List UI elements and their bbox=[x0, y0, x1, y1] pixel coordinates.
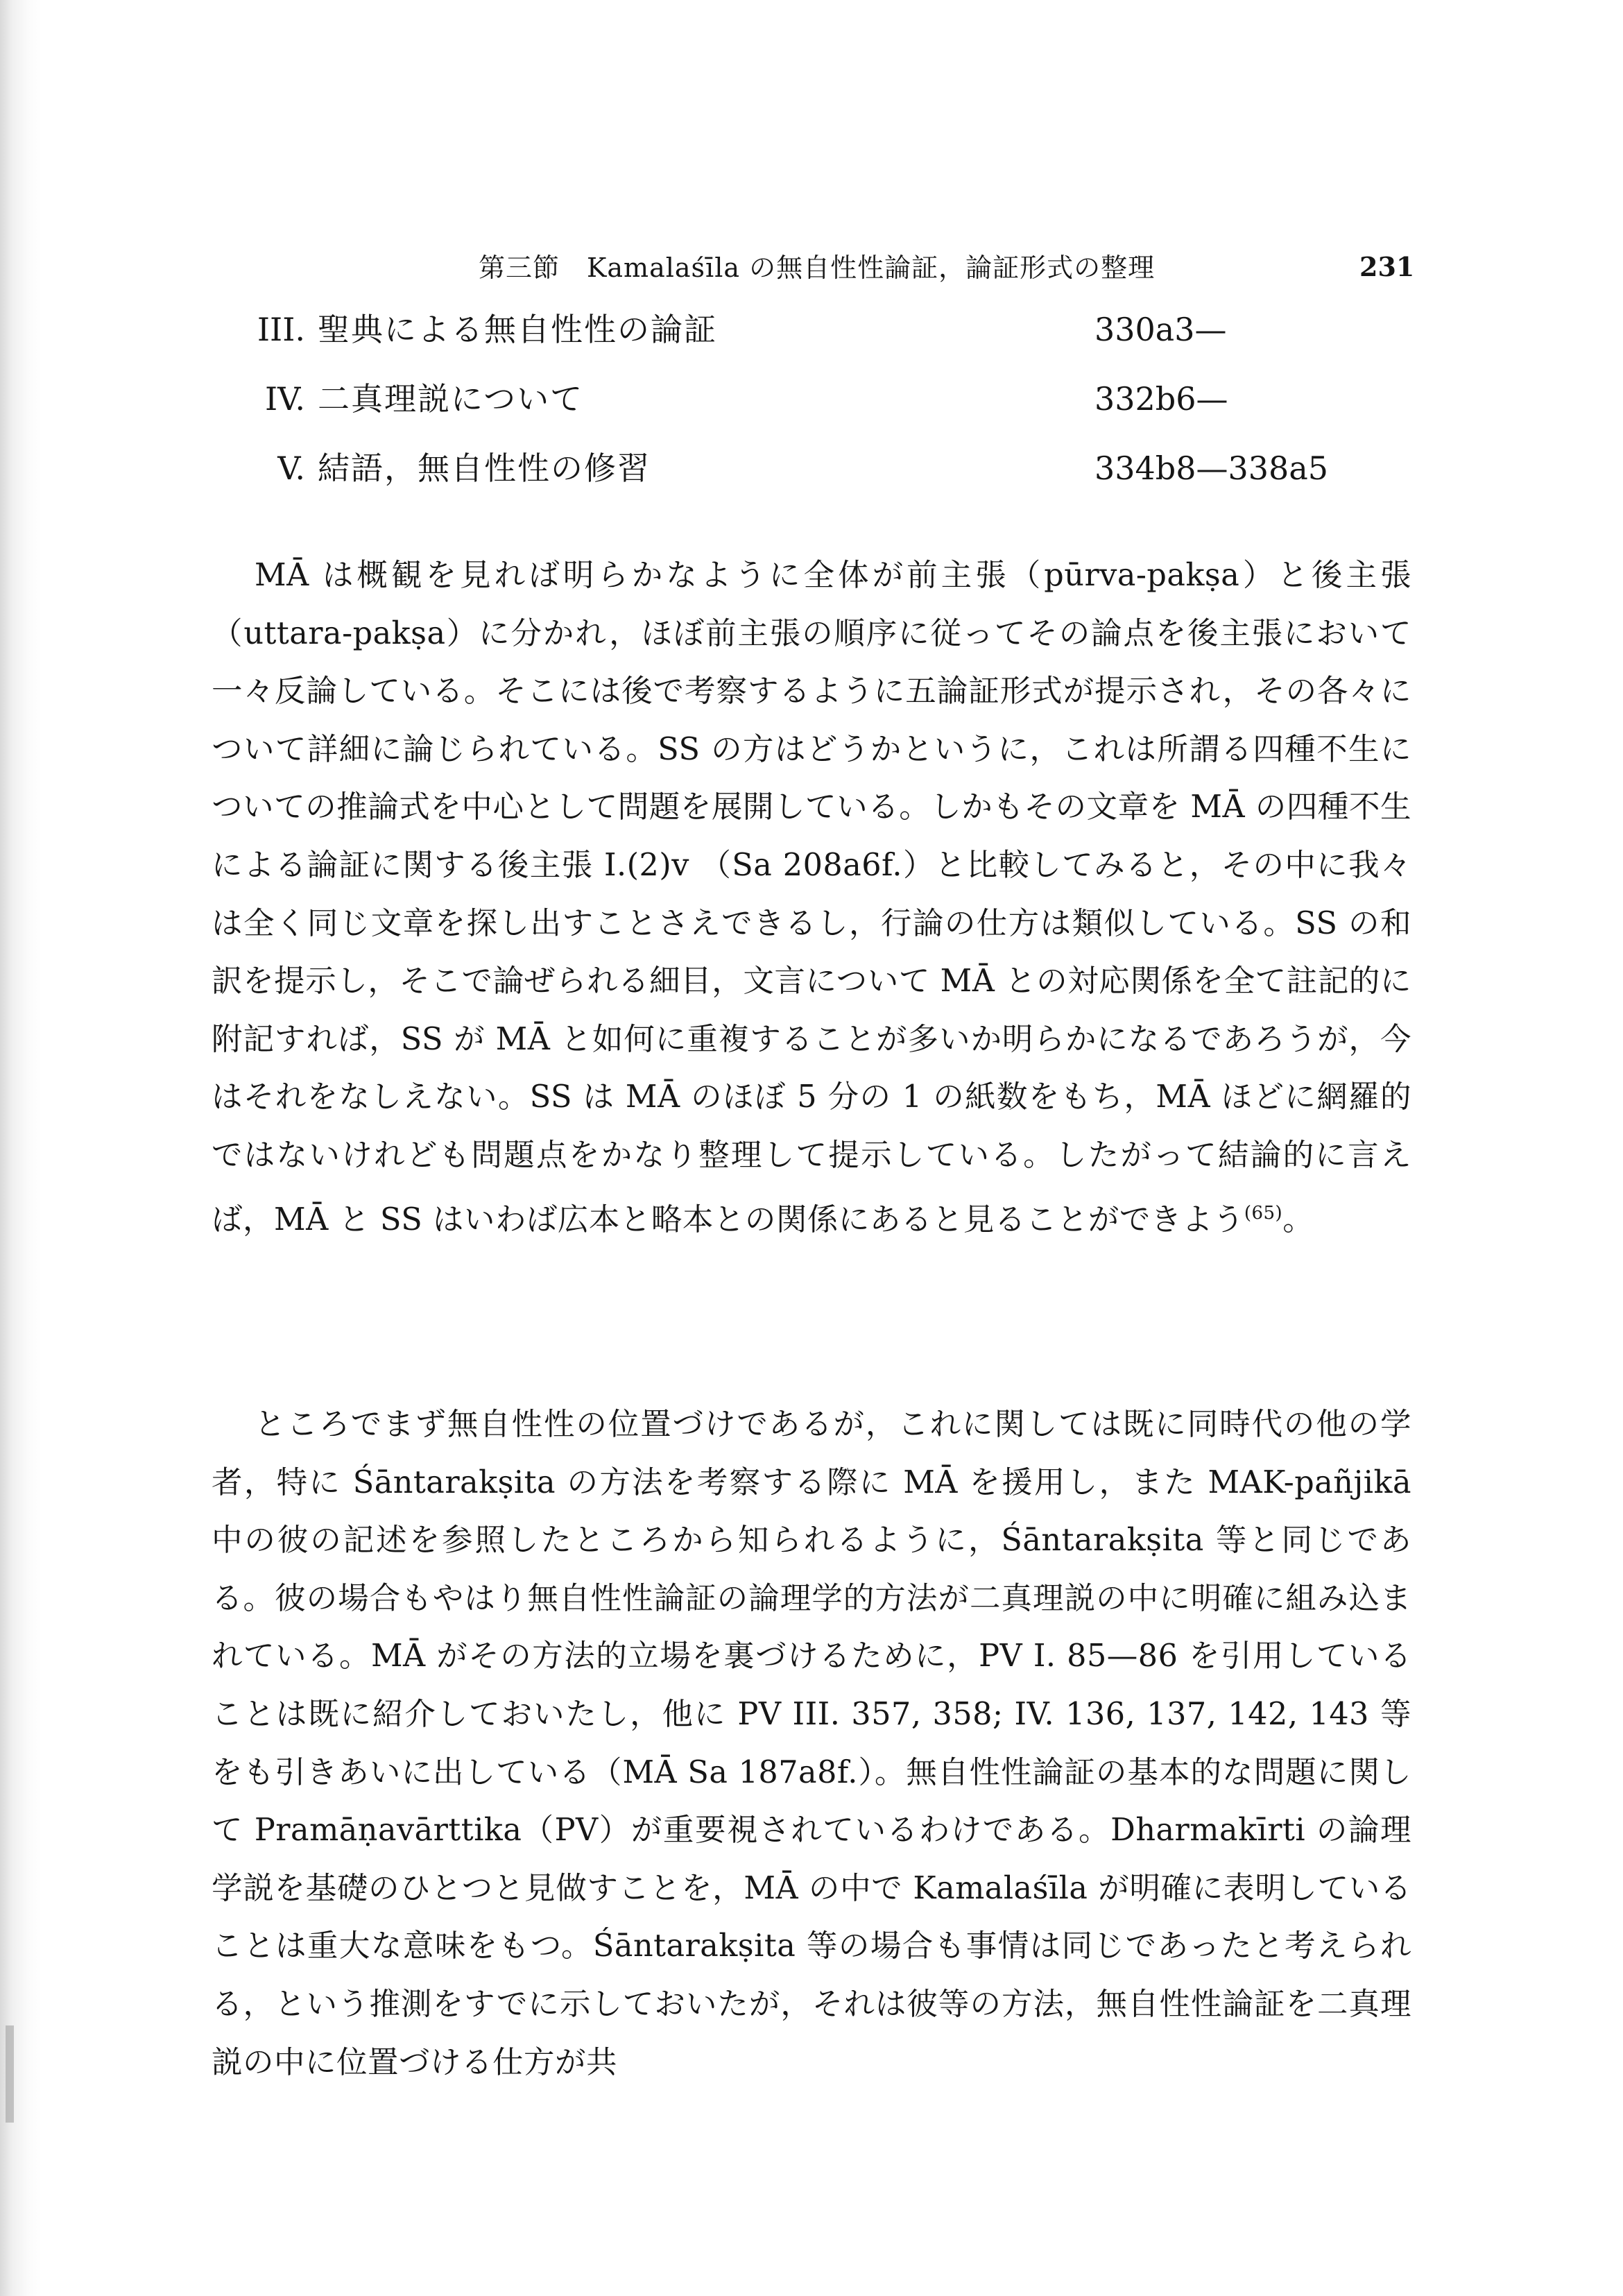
outline-item-reference: 334b8—338a5 bbox=[1094, 449, 1329, 487]
outline-item-title: 結語，無自性性の修習 bbox=[318, 449, 651, 487]
paragraph-text-end: 。 bbox=[1282, 1201, 1314, 1237]
outline-item bbox=[232, 364, 1411, 434]
outline-item-number: IV. bbox=[265, 380, 305, 418]
outline-list bbox=[232, 295, 1411, 503]
scan-mark bbox=[6, 2025, 14, 2123]
body-paragraph bbox=[212, 547, 1411, 1249]
paragraph-text: MĀ は概観を見れば明らかなように全体が前主張（pūrva-pakṣa）と後主張（uttara-pakṣa）に分かれ，ほぼ前主張の順序に従ってその論点を後主張において一々反論している。そこには後で考察するように五論証形式が提示され，その各々について詳細に論じられている。SS の方はどうかというに，これは所謂る四種不生についての推論式を中心として問題を展開している。しかもその文章を MĀ の四種不生による論証に関する後主張 I.(2)v （Sa 208a6f.）と比較してみると，その中に我々は全く同じ文章を探し出すことさえできるし，行論の仕方は類似している。SS の和訳を提示し，そこで論ぜられる細目，文言について MĀ との対応関係を全て註記的に附記すれば，SS が MĀ と如何に重複することが多いか明らかになるであろうが，今はそれをなしえない。SS は MĀ のほぼ 5 分の 1 の紙数をもち，MĀ ほどに網羅的ではないけれども問題点をかなり整理して提示している。したがって結論的に言えば，MĀ と SS はいわば広本と略本との関係にあると見ることができよう bbox=[212, 558, 1411, 1237]
outline-item-title: 二真理説について bbox=[318, 380, 584, 418]
running-header: 第三節 Kamalaśīla の無自性性論証，論証形式の整理 bbox=[479, 252, 1156, 283]
scan-shadow bbox=[0, 0, 42, 2296]
outline-item-title: 聖典による無自性性の論証 bbox=[318, 311, 717, 348]
body-paragraph: ところでまず無自性性の位置づけであるが，これに関しては既に同時代の他の学者，特に Śāntarakṣita の方法を考察する際に MĀ を援用し，また MAK-pañjikā 中の彼の記述を参照したところから知られるように，Śāntarakṣita 等と同じである。彼の場合もやはり無自性性論証の論理学的方法が二真理説の中に明確に組み込まれている。MĀ がその方法的立場を裏づけるために，PV I. 85—86 を引用していることは既に紹介しておいたし，他に PV III. 357, 358; IV. 136, 137, 142, 143 等をも引きあいに出している（MĀ Sa 187a8f.）。無自性性論証の基本的な問題に関して Pramāṇavārttika（PV）が重要視されているわけである。Dharmakīrti の論理学説を基礎のひとつと見做すことを，MĀ の中で Kamalaśīla が明確に表明していることは重大な意味をもつ。Śāntarakṣita 等の場合も事情は同じであったと考えられる，という推測をすでに示しておいたが，それは彼等の方法，無自性性論証を二真理説の中に位置づける仕方が共 bbox=[212, 1407, 1411, 2080]
outline-item-reference: 330a3— bbox=[1094, 311, 1227, 348]
outline-item-number: V. bbox=[277, 449, 305, 487]
page-number: 231 bbox=[1359, 251, 1415, 282]
outline-item-reference: 332b6— bbox=[1094, 380, 1228, 418]
outline-item-number: III. bbox=[257, 311, 305, 348]
outline-item bbox=[232, 295, 1411, 364]
outline-item bbox=[232, 434, 1411, 503]
footnote-marker: (65) bbox=[1244, 1202, 1283, 1224]
